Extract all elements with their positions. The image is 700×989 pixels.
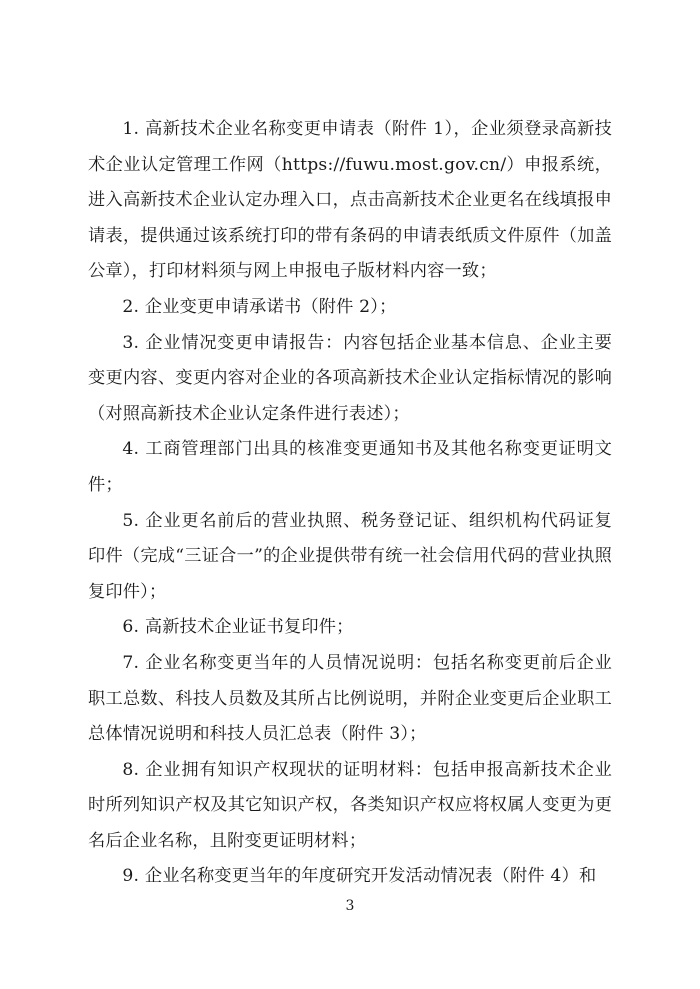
paragraph-8: 8. 企业拥有知识产权现状的证明材料：包括申报高新技术企业时所列知识产权及其它知识产权，各类知识产权应将权属人变更为更名后企业名称，且附变更证明材料； [88, 759, 612, 851]
paragraph-9: 9. 企业名称变更当年的年度研究开发活动情况表（附件 4）和 [122, 866, 597, 887]
paragraph-4: 4. 工商管理部门出具的核准变更通知书及其他名称变更证明文件； [88, 439, 612, 495]
paragraph-1: 1. 高新技术企业名称变更申请表（附件 1），企业须登录高新技术企业认定管理工作网（https://fuwu.most.gov.cn/）申报系统，进入高新技术企业认定办理入口，点击高新技术企业更名在线填报申请表，提供通过该系统打印的带有条码的申请表纸质文件原件（加盖公章），打印材料须与网上申报电子版材料内容一致； [88, 119, 612, 282]
page-number: 3 [345, 898, 355, 914]
document-body [88, 112, 612, 895]
paragraph-7: 7. 企业名称变更当年的人员情况说明：包括名称变更前后企业职工总数、科技人员数及其所占比例说明，并附企业变更后企业职工总体情况说明和科技人员汇总表（附件 3）； [88, 652, 612, 745]
paragraph-2: 2. 企业变更申请承诺书（附件 2）； [122, 296, 397, 317]
paragraph-6: 6. 高新技术企业证书复印件； [122, 617, 354, 638]
paragraph-5: 5. 企业更名前后的营业执照、税务登记证、组织机构代码证复印件（完成“三证合一”的企业提供带有统一社会信用代码的营业执照复印件）； [88, 510, 612, 602]
paragraph-3: 3. 企业情况变更申请报告：内容包括企业基本信息、企业主要变更内容、变更内容对企业的各项高新技术企业认定指标情况的影响（对照高新技术企业认定条件进行表述）； [88, 332, 612, 424]
